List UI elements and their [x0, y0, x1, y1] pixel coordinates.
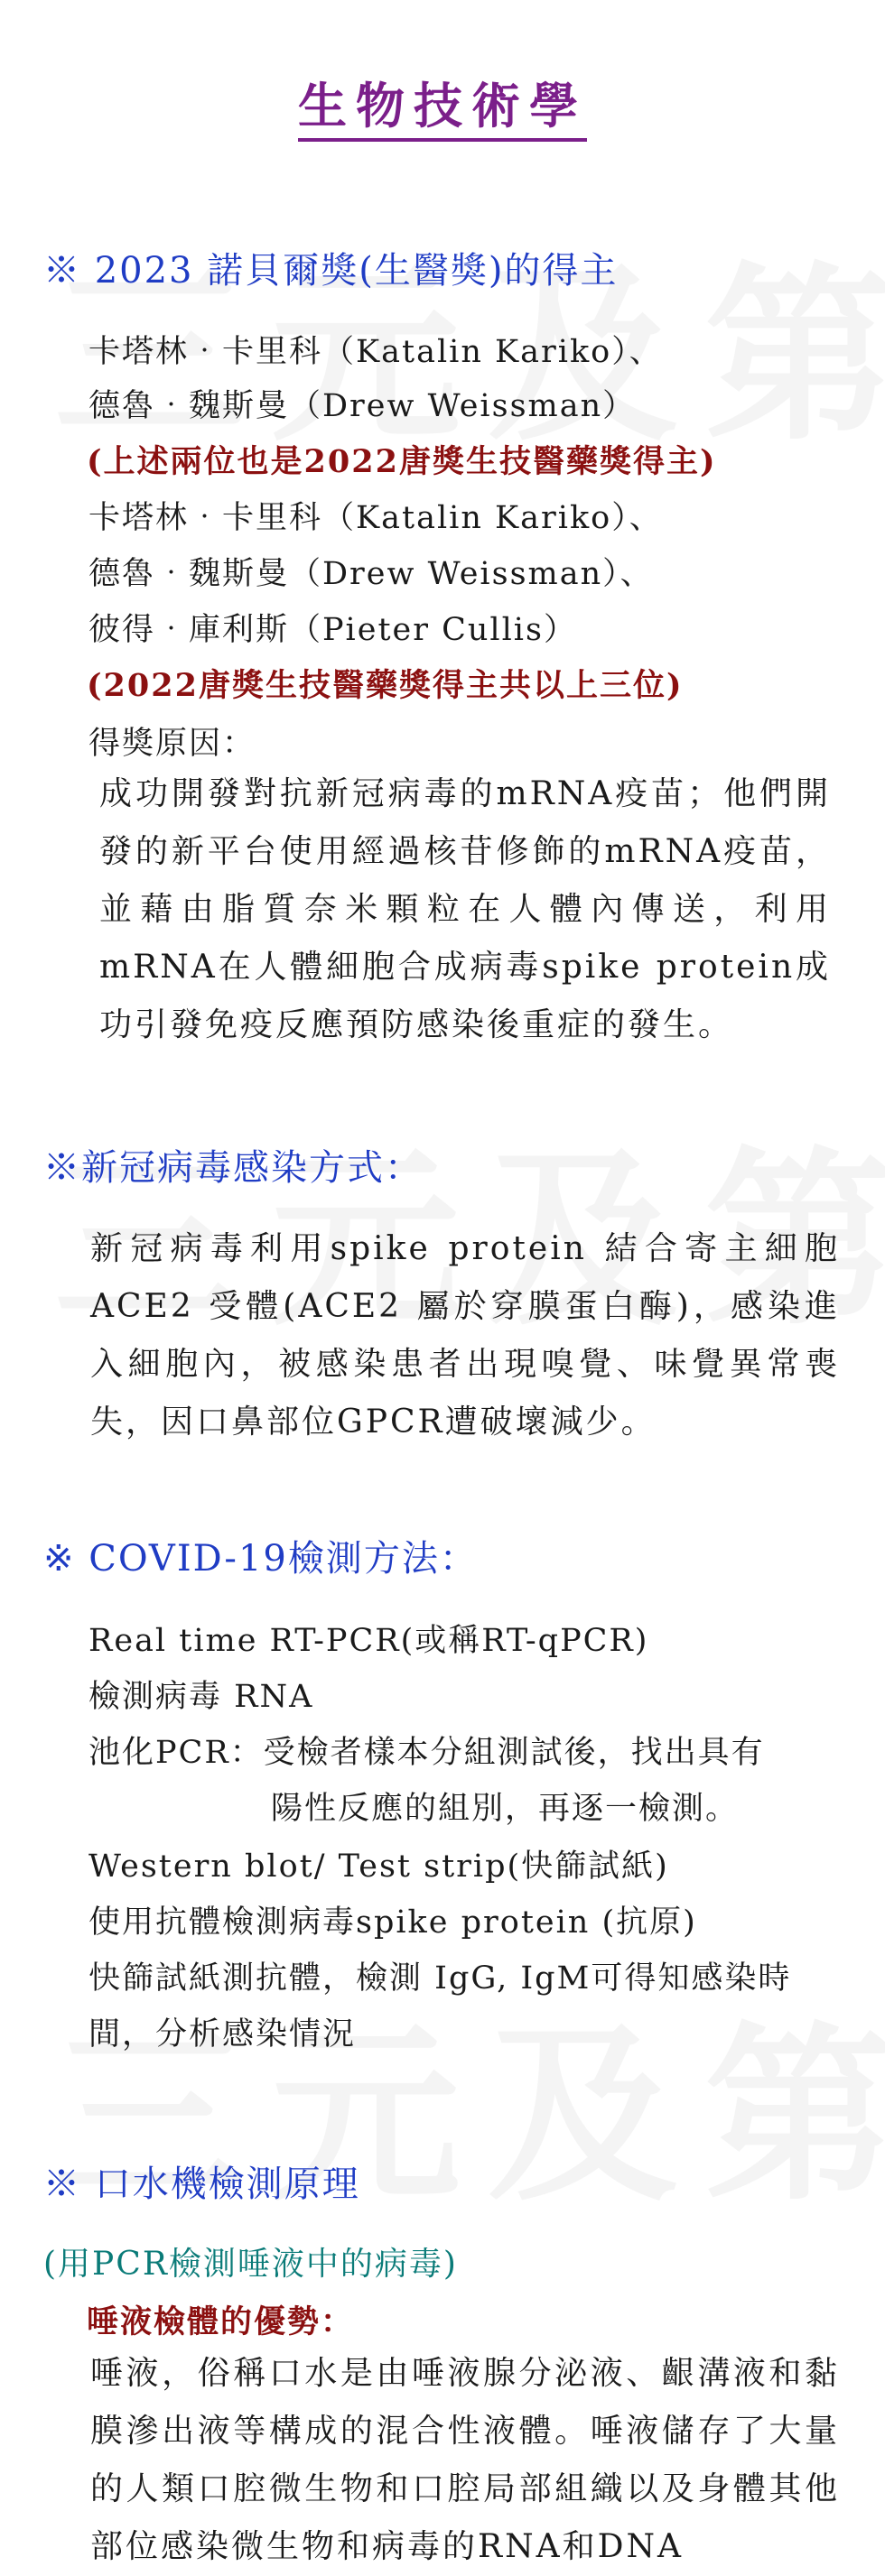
note-tang-prize: (上述兩位也是2022唐獎生技醫藥獎得主) [87, 443, 717, 480]
list-item: 使用抗體檢測病毒spike protein (抗原) [88, 1904, 697, 1941]
list-item: 快篩試紙測抗體，檢測 IgG, IgM可得知感染時 [88, 1960, 792, 1997]
list-item: 卡塔林‧卡里科（Katalin Kariko）、 [88, 500, 663, 536]
list-item: 彼得‧庫利斯（Pieter Cullis） [88, 612, 577, 648]
list-item: 德魯‧魏斯曼（Drew Weissman）、 [88, 556, 654, 592]
list-item: 池化PCR：受檢者樣本分組測試後，找出具有 [88, 1735, 765, 1771]
list-item: 檢測病毒 RNA [88, 1679, 314, 1715]
list-item: 陽性反應的組別，再逐一檢測。 [271, 1791, 740, 1827]
list-item: 間，分析感染情況 [88, 2016, 357, 2052]
section-heading-detection: ※ COVID-19檢測方法： [43, 1538, 478, 1580]
list-item: Real time RT-PCR(或稱RT-qPCR) [88, 1623, 649, 1659]
reason-text: 成功開發對抗新冠病毒的mRNA疫苗；他們開發的新平台使用經過核苷修飾的mRNA疫苗，並藉由脂質奈米顆粒在人體內傳送，利用mRNA在人體細胞合成病毒spike protein成功引發免疫反應預防感染後重症的發生。 [99, 775, 831, 1043]
note-tang-prize-three: (2022唐獎生技醫藥獎得主共以上三位) [87, 667, 684, 704]
page-title: 生物技術學 [0, 68, 885, 137]
saliva-subheading: (用PCR檢測唾液中的病毒) [43, 2246, 458, 2283]
section-heading-infection: ※新冠病毒感染方式： [43, 1147, 423, 1189]
list-item: 德魯‧魏斯曼（Drew Weissman） [88, 388, 637, 424]
section-heading-saliva: ※ 口水機檢測原理 [43, 2164, 360, 2205]
advantage-label: 唾液檢體的優勢： [87, 2303, 355, 2340]
list-item: 卡塔林‧卡里科（Katalin Kariko）、 [88, 334, 663, 370]
infection-text: 新冠病毒利用spike protein 結合寄主細胞ACE2 受體(ACE2 屬於穿膜蛋白酶)，感染進入細胞內，被感染患者出現嗅覺、味覺異常喪失，因口鼻部位GPCR遭破壞減少。 [90, 1230, 840, 1441]
section-heading-nobel: ※ 2023 諾貝爾獎(生醫獎)的得主 [43, 250, 619, 292]
list-item: Western blot/ Test strip(快篩試紙) [88, 1849, 669, 1885]
saliva-text: 唾液，俗稱口水是由唾液腺分泌液、齦溝液和黏膜滲出液等構成的混合性液體。唾液儲存了大量的人類口腔微生物和口腔局部組織以及身體其他部位感染微生物和病毒的RNA和DNA [90, 2355, 840, 2565]
reason-label: 得獎原因： [88, 726, 256, 762]
